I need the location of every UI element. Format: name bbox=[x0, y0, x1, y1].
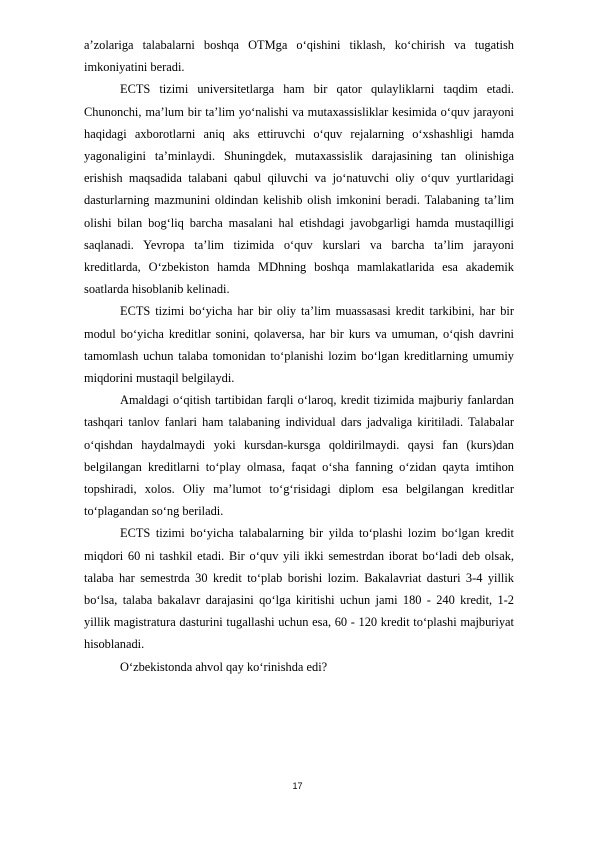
paragraph-ects-benefits: ECTS tizimi universitetlarga ham bir qator qulayliklarni taqdim etadi. Chunonchi, ma’lum bir ta’lim yo‘nalishi va mutaxassisliklar kesimida o‘quv jarayoni haqidagi axborotlarni aniq aks ettiruvchi o‘quv rejalarning o‘xshashligi hamda yagonaligini ta’minlaydi. Shuningdek, mutaxassislik darajasining tan olinishiga erishish maqsadida talabani qabul qiluvchi va jo‘natuvchi oliy o‘quv yurtlaridagi dasturlarning mazmunini oldindan kelishib olish imkonini beradi. Talabaning ta’lim olishi bilan bog‘liq barcha masalani hal etishdagi javobgarligi hamda mustaqilligi saqlanadi. Yevropa ta’lim tizimida o‘quv kurslari va barcha ta’lim jarayoni kreditlarda, O‘zbekiston hamda MDhning boshqa mamlakatlarida esa akademik soatlarda hisoblanib kelinadi. bbox=[84, 82, 514, 297]
paragraph-elective-courses: Amaldagi o‘qitish tartibidan farqli o‘laroq, kredit tizimida majburiy fanlardan tashqari tanlov fanlari ham talabaning individual dars jadvaliga kiritiladi. Talabalar o‘qishdan haydalmaydi yoki kursdan-kursga qoldirilmaydi. qaysi fan (kurs)dan belgilangan kreditlarni to‘play olmasa, faqat o‘sha fanning o‘zidan qayta imtihon topshiradi, xolos. Oliy ma’lumot to‘g‘risidagi diplom esa belgilangan kreditlar to‘plagandan so‘ng beriladi. bbox=[84, 393, 514, 519]
paragraph-credit-structure: ECTS tizimi bo‘yicha har bir oliy ta’lim muassasasi kredit tarkibini, har bir modul bo‘yicha kreditlar sonini, qolaversa, har bir kurs va umuman, o‘qish davrini tamomlash uchun talaba tomonidan to‘planishi lozim bo‘lgan kreditlarning umumiy miqdorini mustaqil belgilaydi. bbox=[84, 304, 514, 386]
body-text bbox=[84, 34, 514, 678]
page-number: 17 bbox=[292, 781, 303, 791]
paragraph-continuation: a’zolariga talabalarni boshqa OTMga o‘qishini tiklash, ko‘chirish va tugatish imkoniyatini beradi. bbox=[84, 38, 514, 75]
paragraph-credit-amounts: ECTS tizimi bo‘yicha talabalarning bir yilda to‘plashi lozim bo‘lgan kredit miqdori 60 ni tashkil etadi. Bir o‘quv yili ikki semestrdan iborat bo‘ladi deb olsak, talaba har semestrda 30 kredit to‘plab borishi lozim. Bakalavriat dasturi 3-4 yillik bo‘lsa, talaba bakalavr darajasini qo‘lga kiritishi uchun jami 180 - 240 kredit, 1-2 yillik magistratura dasturini tugallashi uchun esa, 60 - 120 kredit to‘plashi majburiyat hisoblanadi. bbox=[84, 526, 514, 652]
paragraph-question: O‘zbekistonda ahvol qay ko‘rinishda edi? bbox=[120, 659, 328, 674]
